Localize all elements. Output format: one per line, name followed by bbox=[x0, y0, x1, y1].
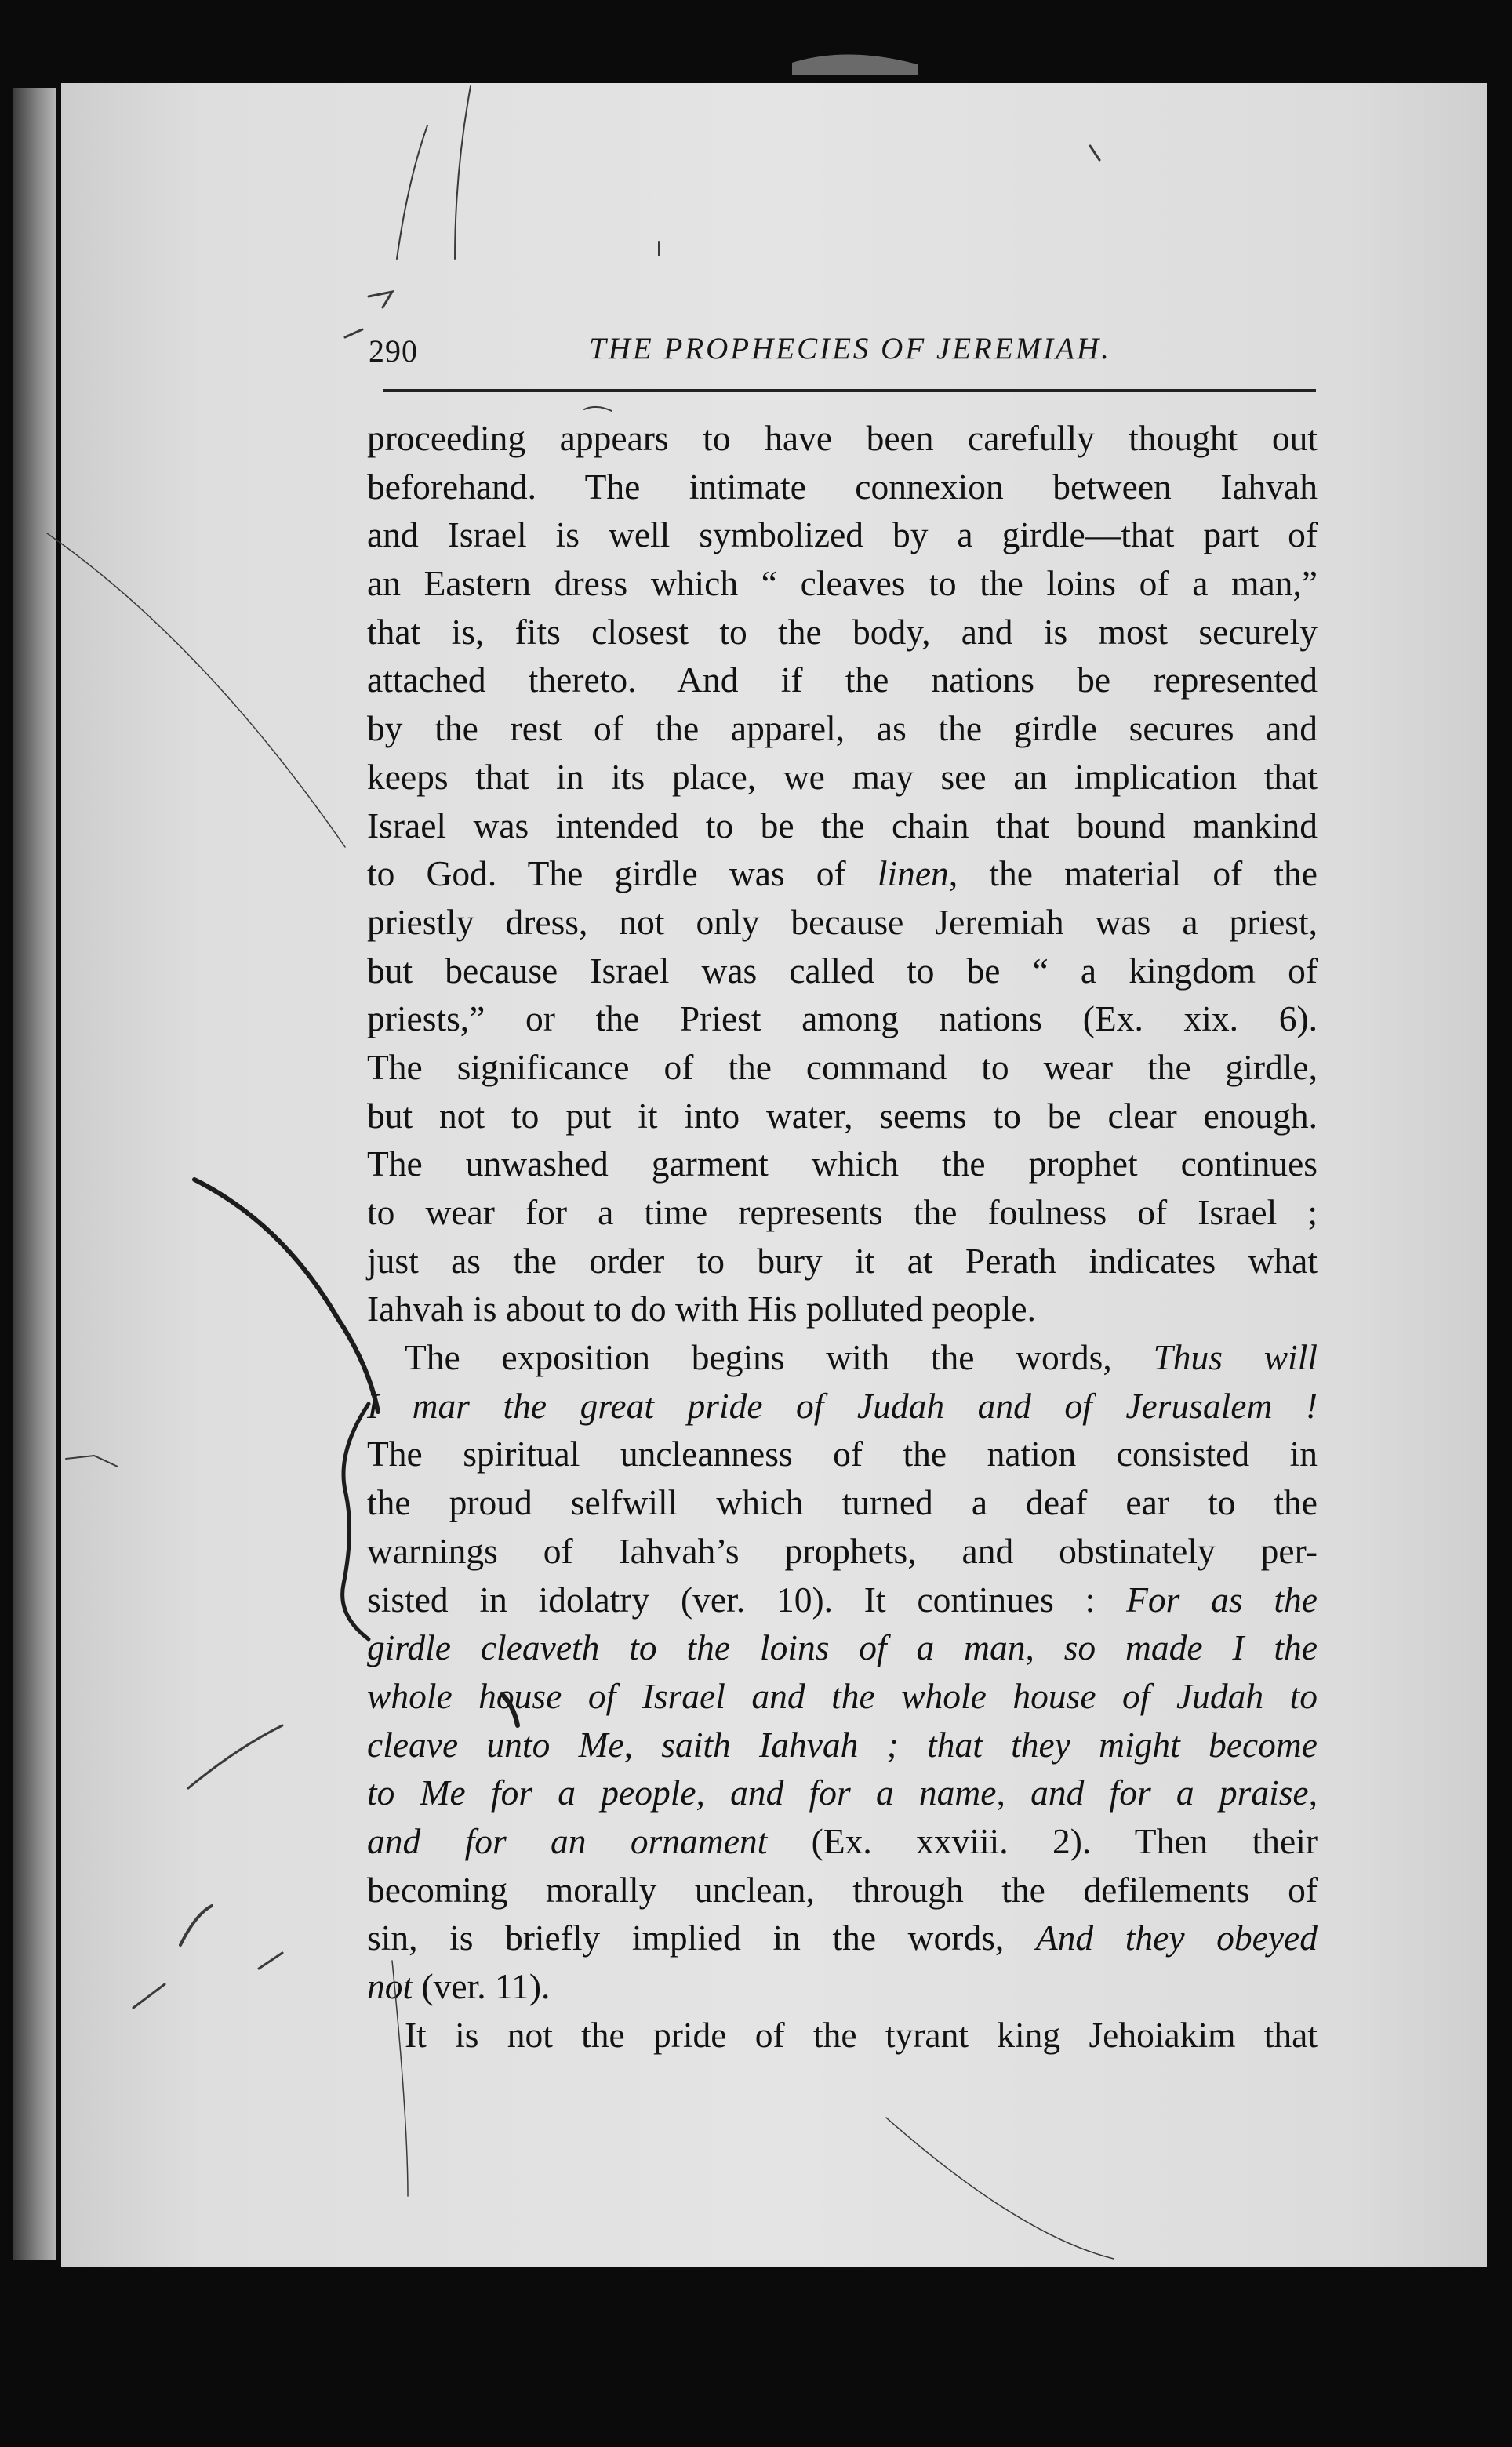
italic-text: not bbox=[367, 1966, 413, 2006]
text-line bbox=[367, 1721, 1318, 1769]
roman-text: to wear for a time represents the foulness of Israel ; bbox=[367, 1192, 1318, 1232]
roman-text: an Eastern dress which “ cleaves to the loins of a man,” bbox=[367, 563, 1318, 604]
roman-text: attached thereto. And if the nations be represented bbox=[367, 660, 1318, 700]
roman-text: but because Israel was called to be “ a kingdom of bbox=[367, 950, 1318, 991]
italic-text: and for an ornament bbox=[367, 1820, 768, 1861]
roman-text: and Israel is well symbolized by a girdle—that part of bbox=[367, 514, 1318, 555]
roman-text: The exposition begins with the words, bbox=[405, 1337, 1154, 1378]
header-rule bbox=[383, 389, 1316, 392]
italic-text: whole house of Israel and the whole house of Judah to bbox=[367, 1675, 1318, 1716]
italic-text: cleave unto Me, saith Iahvah ; that they might become bbox=[367, 1724, 1318, 1765]
text-line bbox=[367, 559, 1318, 608]
roman-text: to God. The girdle was of bbox=[367, 853, 878, 894]
italic-text: to Me for a people, and for a name, and for a praise, bbox=[367, 1773, 1318, 1813]
text-line bbox=[367, 802, 1318, 850]
text-line bbox=[367, 947, 1318, 995]
roman-text: The significance of the command to wear the girdle, bbox=[367, 1046, 1318, 1087]
roman-text: The unwashed garment which the prophet continues bbox=[367, 1144, 1318, 1184]
roman-text: sisted in idolatry (ver. 10). It continues : bbox=[367, 1579, 1127, 1620]
running-header bbox=[369, 328, 1316, 383]
text-line bbox=[367, 1527, 1318, 1576]
roman-text: but not to put it into water, seems to be clear enough. bbox=[367, 1095, 1318, 1136]
text-line bbox=[367, 1043, 1318, 1092]
text-line bbox=[367, 414, 1318, 463]
roman-text: that is, fits closest to the body, and is most securely bbox=[367, 611, 1318, 652]
text-line bbox=[367, 1188, 1318, 1237]
text-line bbox=[367, 1866, 1318, 1914]
text-line bbox=[367, 2011, 1318, 2060]
text-line bbox=[367, 1333, 1318, 1382]
running-title: THE PROPHECIES OF JEREMIAH. bbox=[589, 332, 1111, 365]
page-edge-shadow bbox=[13, 88, 56, 2260]
roman-text: (Ex. xxviii. 2). Then their bbox=[767, 1820, 1318, 1861]
text-line bbox=[367, 511, 1318, 559]
text-line bbox=[367, 1576, 1318, 1624]
text-line bbox=[367, 704, 1318, 753]
text-line bbox=[367, 1092, 1318, 1140]
text-line bbox=[367, 1140, 1318, 1188]
roman-text: proceeding appears to have been carefully thought out bbox=[367, 418, 1318, 458]
roman-text: keeps that in its place, we may see an implication that bbox=[367, 756, 1318, 797]
italic-text: And they obeyed bbox=[1035, 1918, 1318, 1958]
text-line bbox=[367, 1672, 1318, 1721]
roman-text: , the material of the bbox=[948, 853, 1318, 894]
roman-text: beforehand. The intimate connexion between Iahvah bbox=[367, 466, 1318, 507]
roman-text: sin, is briefly implied in the words, bbox=[367, 1918, 1036, 1958]
text-line bbox=[367, 1478, 1318, 1527]
roman-text: Iahvah is about to do with His polluted people. bbox=[367, 1289, 1036, 1329]
roman-text: The spiritual uncleanness of the nation consisted in bbox=[367, 1434, 1318, 1474]
text-line bbox=[367, 608, 1318, 656]
text-line bbox=[367, 1914, 1318, 1962]
text-line bbox=[367, 753, 1318, 802]
page-number: 290 bbox=[369, 333, 418, 369]
italic-text: I mar the great pride of Judah and of Jerusalem ! bbox=[367, 1385, 1318, 1426]
text-line bbox=[367, 1285, 1318, 1333]
text-line bbox=[367, 1769, 1318, 1817]
text-line bbox=[367, 898, 1318, 947]
text-line bbox=[367, 1237, 1318, 1285]
italic-text: For as the bbox=[1126, 1579, 1318, 1620]
roman-text: the proud selfwill which turned a deaf ear to the bbox=[367, 1482, 1318, 1523]
text-line bbox=[367, 1623, 1318, 1672]
text-line bbox=[367, 463, 1318, 511]
text-line bbox=[367, 994, 1318, 1043]
roman-text: It is not the pride of the tyrant king Jehoiakim that bbox=[405, 2014, 1318, 2055]
roman-text: by the rest of the apparel, as the girdle secures and bbox=[367, 708, 1318, 749]
roman-text: Israel was intended to be the chain that bound mankind bbox=[367, 805, 1318, 845]
roman-text: becoming morally unclean, through the defilements of bbox=[367, 1869, 1318, 1910]
text-line bbox=[367, 1430, 1318, 1478]
roman-text: just as the order to bury it at Perath indicates what bbox=[367, 1240, 1318, 1281]
text-line bbox=[367, 849, 1318, 898]
roman-text: (ver. 11). bbox=[413, 1966, 551, 2006]
text-line bbox=[367, 1817, 1318, 1866]
text-line bbox=[367, 1382, 1318, 1431]
text-line bbox=[367, 1962, 1318, 2011]
text-line bbox=[367, 656, 1318, 704]
body-text bbox=[367, 414, 1318, 2059]
italic-text: girdle cleaveth to the loins of a man, so made I the bbox=[367, 1627, 1318, 1668]
roman-text: warnings of Iahvah’s prophets, and obstinately per- bbox=[367, 1530, 1318, 1571]
roman-text: priestly dress, not only because Jeremiah was a priest, bbox=[367, 901, 1318, 942]
roman-text: priests,” or the Priest among nations (Ex. xix. 6). bbox=[367, 998, 1318, 1039]
italic-text: linen bbox=[877, 853, 949, 894]
italic-text: Thus will bbox=[1153, 1337, 1318, 1378]
